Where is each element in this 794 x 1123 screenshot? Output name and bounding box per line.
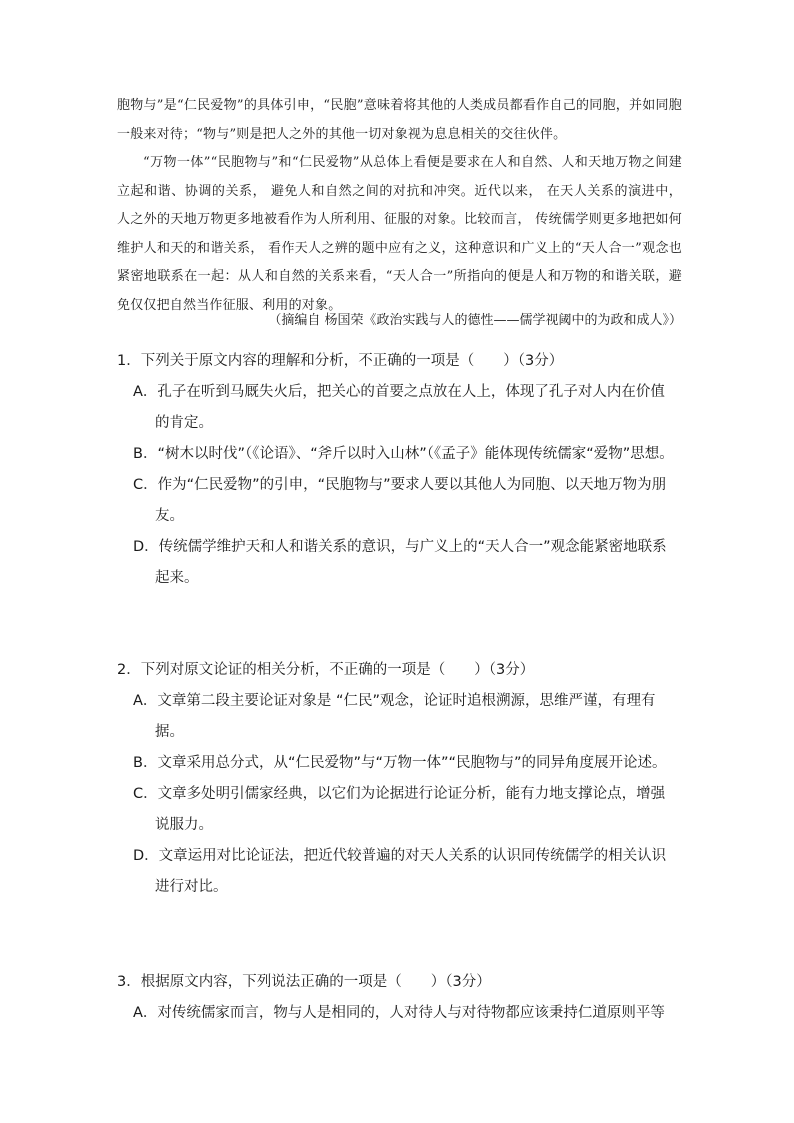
passage-paragraph: “万物一体”“民胞物与”和“仁民爱物”从总体上看便是要求在人和自然、人和天地万物之间建立起和谐、协调的关系， 避免人和自然之间的对抗和冲突。近代以来， 在天人关系的演进中， 人之外的天地万物更多地被看作为人所利用、征服的对象。比较而言， 传统儒学则更多地把如何维护人和天的和谐关系， 看作天人之辨的题中应有之义，这种意识和广义上的“天人合一”观念也紧密地联系在一起：从人和自然的关系来看，“天人合一”所指向的便是人和万物的和谐关联，避免仅仅把自然当作征服、利用的对象。 [117, 155, 682, 313]
option-b[interactable]: B．文章采用总分式，从“仁民爱物”与“万物一体”“民胞物与”的同异角度展开论述。 [133, 755, 667, 771]
passage [117, 92, 682, 320]
question-stem: 1．下列关于原文内容的理解和分析，不正确的一项是（ ）（3分） [117, 353, 564, 369]
question-1 [117, 345, 677, 594]
passage-paragraph: 胞物与”是“仁民爱物”的具体引申，“民胞”意味着将其他的人类成员都看作自己的同胞，并如同胞一般来对待；“物与”则是把人之外的其他一切对象视为息息相关的交往伙伴。 [117, 98, 682, 142]
option-d[interactable]: D．文章运用对比论证法，把近代较普遍的对天人关系的认识同传统儒学的相关认识进行对比。 [133, 848, 667, 895]
question-stem: 2．下列对原文论证的相关分析，不正确的一项是（ ）（3分） [117, 662, 535, 678]
option-b[interactable]: B．“树木以时伐”（《论语》、“斧斤以时入山林”（《孟子》能体现传统儒家“爱物”思想。 [133, 446, 674, 462]
question-stem: 3．根据原文内容，下列说法正确的一项是（ ）（3分） [117, 974, 491, 990]
option-c[interactable]: C．作为“仁民爱物”的引申，“民胞物与”要求人要以其他人为同胞、以天地万物为朋友。 [133, 477, 667, 524]
option-a[interactable]: A．对传统儒家而言，物与人是相同的，人对待人与对待物都应该秉持仁道原则平等 [133, 1005, 665, 1021]
option-c[interactable]: C．文章多处明引儒家经典，以它们为论据进行论证分析，能有力地支撑论点，增强说服力。 [133, 786, 666, 833]
question-2 [117, 654, 677, 903]
option-d[interactable]: D．传统儒学维护天和人和谐关系的意识，与广义上的“天人合一”观念能紧密地联系起来。 [133, 539, 667, 586]
option-a[interactable]: A．文章第二段主要论证对象是 “仁民”观念，论证时追根溯源，思维严谨，有理有据。 [133, 693, 656, 740]
option-a[interactable]: A．孔子在听到马厩失火后，把关心的首要之点放在人上，体现了孔子对人内在价值的肯定。 [133, 384, 665, 431]
question-3 [117, 966, 677, 1029]
passage-source: （摘编自 杨国荣《政治实践与人的德性——儒学视阈中的为政和成人》） [268, 313, 682, 328]
